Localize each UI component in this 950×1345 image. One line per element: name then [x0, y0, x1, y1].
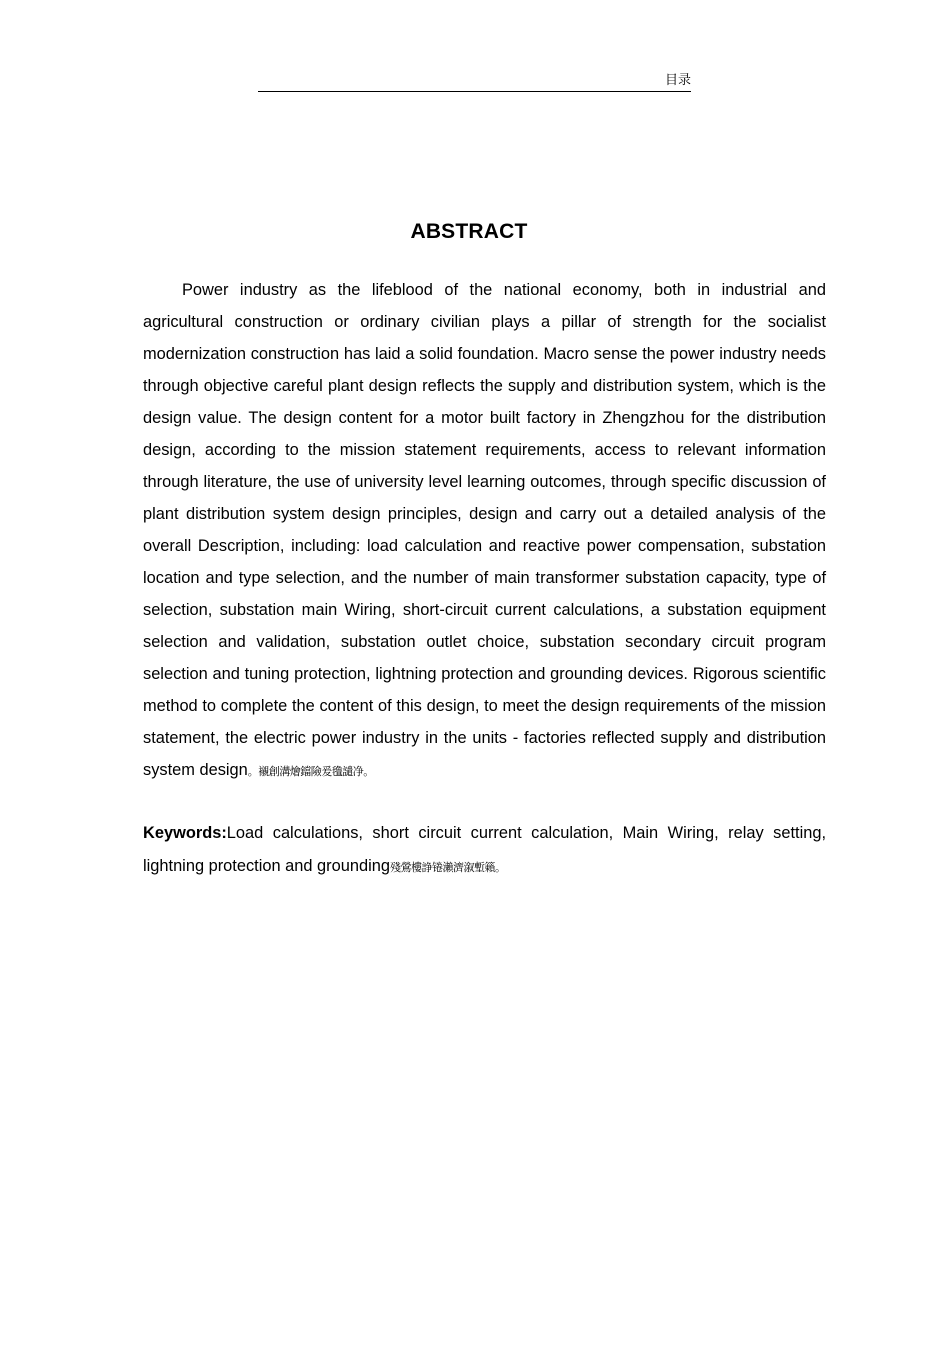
- keywords-text: Load calculations, short circuit current calculation, Main Wiring, relay setting, lightning protection and grounding: [143, 824, 826, 875]
- abstract-body-suffix: 。襯創溝燴鐺險爰氇譴净。: [247, 765, 374, 778]
- keywords-suffix: 殘鶯樓諍锩瀨濟溆塹籟。: [389, 861, 506, 874]
- keywords-paragraph: [143, 817, 826, 884]
- page-header: [258, 70, 691, 92]
- abstract-body-text: Power industry as the lifeblood of the national economy, both in industrial and agricultural construction or ordinary civilian plays a pillar of strength for the socialist modernization construction has laid a solid foundation. Macro sense the power industry needs through objective careful plant design reflects the supply and distribution system, which is the design value. The design content for a motor built factory in Zhengzhou for the distribution design, according to the mission statement requirements, access to relevant information through literature, the use of university level learning outcomes, through specific discussion of plant distribution system design principles, design and carry out a detailed analysis of the overall Description, including: load calculation and reactive power compensation, substation location and type selection, and the number of main transformer substation capacity, type of selection, substation main Wiring, short-circuit current calculations, a substation equipment selection and validation, substation outlet choice, substation secondary circuit program selection and tuning protection, lightning protection and grounding devices. Rigorous scientific method to complete the content of this design, to meet the design requirements of the mission statement, the electric power industry in the units - factories reflected supply and distribution system design: [143, 281, 826, 779]
- header-section-label: 目录: [664, 73, 691, 88]
- abstract-body: [143, 274, 826, 788]
- abstract-title: ABSTRACT: [410, 220, 528, 243]
- keywords-label: Keywords:: [143, 824, 227, 842]
